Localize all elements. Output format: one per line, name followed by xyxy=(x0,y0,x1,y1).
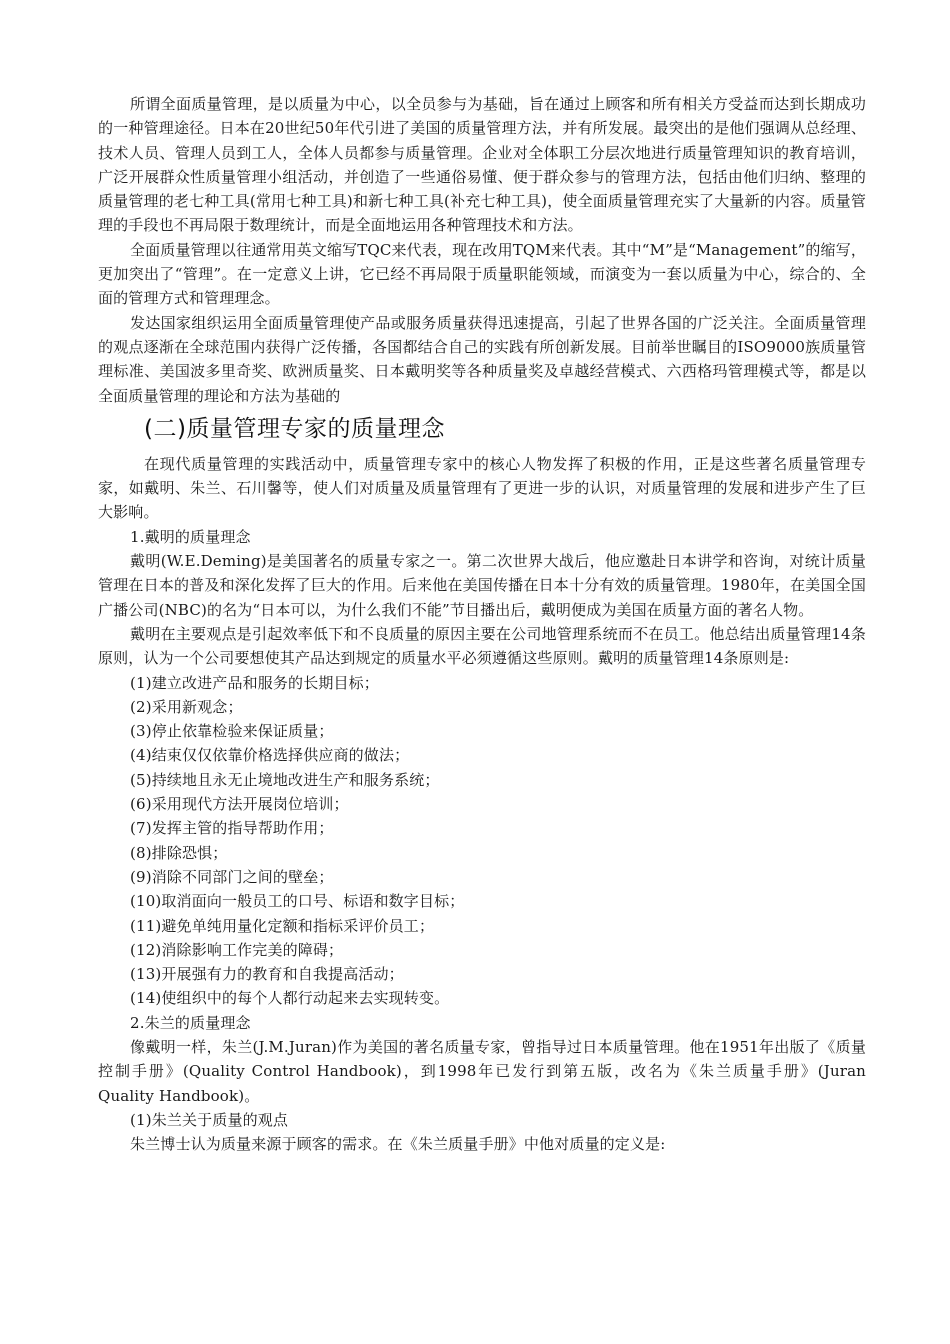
paragraph-tqm-definition: 所谓全面质量管理，是以质量为中心，以全员参与为基础，旨在通过上顾客和所有相关方受益而达到长期成功的一种管理途径。日本在20世纪50年代引进了美国的质量管理方法，并有所发展。最突出的是他们强调从总经理、技术人员、管理人员到工人，全体人员都参与质量管理。企业对全体职工分层次地进行质量管理知识的教育培训，广泛开展群众性质量管理小组活动，并创造了一些通俗易懂、便于群众参与的管理方法，包括由他们归纳、整理的质量管理的老七种工具(常用七种工具)和新七种工具(补充七种工具)，使全面质量管理充实了大量新的内容。质量管理的手段也不再局限于数理统计，而是全面地运用各种管理技术和方法。 xyxy=(98,95,866,235)
list-item: (14)使组织中的每个人都行动起来去实现转变。 xyxy=(130,989,450,1008)
document-body xyxy=(98,92,866,1156)
list-item: (8)排除恐惧； xyxy=(130,843,228,862)
paragraph-juran-bio: 像戴明一样，朱兰(J.M.Juran)作为美国的著名质量专家，曾指导过日本质量管理。他在1951年出版了《质量控制手册》(Quality Control Handbook)，到1998年已发行到第五版，改名为《朱兰质量手册》(Juran Quality Handbook)。 xyxy=(98,1037,866,1105)
list-item: (12)消除影响工作完美的障碍； xyxy=(130,940,344,959)
list-item: (2)采用新观念； xyxy=(130,697,243,716)
list-item: (11)避免单纯用量化定额和指标采评价员工； xyxy=(130,916,435,935)
list-item: (7)发挥主管的指导帮助作用； xyxy=(130,819,334,838)
list-item: (4)结束仅仅依靠价格选择供应商的做法； xyxy=(130,746,410,765)
subheading-juran: 2.朱兰的质量理念 xyxy=(130,1013,251,1032)
paragraph-experts-intro: 在现代质量管理的实践活动中，质量管理专家中的核心人物发挥了积极的作用，正是这些著名质量管理专家，如戴明、朱兰、石川馨等，使人们对质量及质量管理有了更进一步的认识，对质量管理的发展和进步产生了巨大影响。 xyxy=(98,454,866,522)
list-item: (5)持续地且永无止境地改进生产和服务系统； xyxy=(130,770,440,789)
paragraph-deming-view: 戴明在主要观点是引起效率低下和不良质量的原因主要在公司地管理系统而不在员工。他总结出质量管理14条原则，认为一个公司要想使其产品达到规定的质量水平必须遵循这些原则。戴明的质量管理14条原则是: xyxy=(98,624,866,668)
list-item: (3)停止依靠检验来保证质量； xyxy=(130,722,334,741)
list-item: (6)采用现代方法开展岗位培训； xyxy=(130,795,349,814)
section-heading: (二)质量管理专家的质量理念 xyxy=(144,415,445,442)
paragraph-tqm-global-spread: 发达国家组织运用全面质量管理使产品或服务质量获得迅速提高，引起了世界各国的广泛关注。全面质量管理的观点逐渐在全球范围内获得广泛传播，各国都结合自己的实践有所创新发展。目前举世瞩目的ISO9000族质量管理标准、美国波多里奇奖、欧洲质量奖、日本戴明奖等各种质量奖及卓越经营模式、六西格玛管理模式等，都是以全面质量管理的理论和方法为基础的 xyxy=(98,313,866,405)
list-item: (1)建立改进产品和服务的长期目标； xyxy=(130,673,379,692)
deming-principles-list xyxy=(98,671,866,1011)
subheading-deming: 1.戴明的质量理念 xyxy=(130,527,251,546)
paragraph-juran-definition: 朱兰博士认为质量来源于顾客的需求。在《朱兰质量手册》中他对质量的定义是: xyxy=(130,1135,666,1154)
list-item: (10)取消面向一般员工的口号、标语和数字目标； xyxy=(130,892,465,911)
subheading-juran-quality-view: (1)朱兰关于质量的观点 xyxy=(130,1110,289,1129)
paragraph-tqm-abbreviation: 全面质量管理以往通常用英文缩写TQC来代表，现在改用TQM来代表。其中“M”是“Management”的缩写，更加突出了“管理”。在一定意义上讲，它已经不再局限于质量职能领域，而演变为一套以质量为中心，综合的、全面的管理方式和管理理念。 xyxy=(98,240,866,308)
list-item: (9)消除不同部门之间的壁垒； xyxy=(130,867,334,886)
paragraph-deming-bio: 戴明(W.E.Deming)是美国著名的质量专家之一。第二次世界大战后，他应邀赴日本讲学和咨询，对统计质量管理在日本的普及和深化发挥了巨大的作用。后来他在美国传播在日本十分有效的质量管理。1980年，在美国全国广播公司(NBC)的名为“日本可以，为什么我们不能”节目播出后，戴明便成为美国在质量方面的著名人物。 xyxy=(98,552,866,619)
list-item: (13)开展强有力的教育和自我提高活动； xyxy=(130,965,404,984)
